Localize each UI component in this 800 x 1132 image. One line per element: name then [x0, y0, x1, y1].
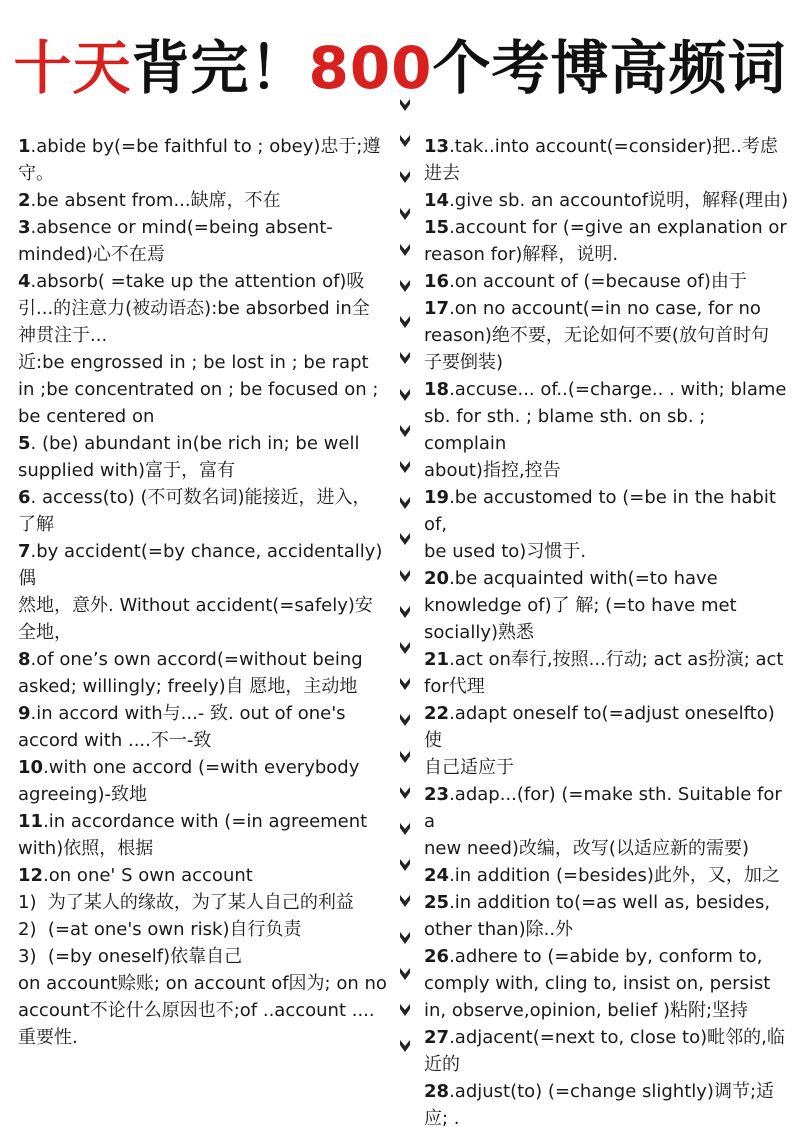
entry-line: [424, 133, 790, 160]
entry-number: 14: [424, 190, 450, 211]
right-column: [424, 133, 790, 1132]
entry-number: 10: [18, 757, 44, 778]
title-part-1: 十天: [13, 34, 132, 102]
chevron-down-icon: [396, 784, 414, 802]
chevron-down-icon: [396, 748, 414, 766]
entry-line: [18, 916, 398, 943]
entry-line: [18, 673, 398, 700]
entry-text: .act on奉行,按照...行动; act as扮演; act: [449, 649, 784, 670]
entry-text: 引...的注意力(被动语态):be absorbed in全: [18, 298, 370, 319]
chevron-down-icon: [396, 892, 414, 910]
entry-text: 应; .: [424, 1108, 460, 1129]
entry-text: .be accustomed to (=be in the habit of,: [424, 487, 782, 535]
entry-text: 2) (=at one's own risk)自行负责: [18, 919, 302, 940]
chevron-down-icon: [396, 349, 414, 367]
chevron-down-icon: [396, 132, 414, 150]
entry-line: [424, 403, 790, 457]
entry-line: [424, 646, 790, 673]
entry-text: for代理: [424, 676, 485, 697]
entry-line: [18, 538, 398, 592]
entry-line: [18, 160, 398, 187]
chevron-down-icon: [396, 965, 414, 983]
entry-line: [424, 214, 790, 241]
left-column: [18, 133, 398, 1051]
entry-number: 25: [424, 892, 450, 913]
entry-line: [18, 1024, 398, 1051]
entry-line: [18, 754, 398, 781]
entry-line: [424, 1105, 790, 1132]
entry-text: . access(to) (不可数名词)能接近，进入，: [30, 487, 371, 508]
title-part-2: 背完！: [131, 34, 309, 102]
entry-line: [424, 376, 790, 403]
chevron-down-icon: [396, 530, 414, 548]
entry-number: 13: [424, 136, 450, 157]
entry-line: [18, 943, 398, 970]
entry-text: new need)改编，改写(以适应新的需要): [424, 838, 749, 859]
entry-line: [18, 646, 398, 673]
entry-line: [18, 430, 398, 457]
entry-line: [424, 781, 790, 835]
entry-line: [18, 592, 398, 619]
entry-line: [424, 1051, 790, 1078]
entry-line: [18, 484, 398, 511]
entry-text: in ;be concentrated on ; be focused on ;: [18, 379, 379, 400]
entry-number: 7: [18, 541, 31, 562]
entry-number: 1: [18, 136, 31, 157]
entry-line: [424, 889, 790, 916]
entry-text: .adap...(for) (=make sth. Suitable for a: [424, 784, 788, 832]
entry-number: 11: [18, 811, 44, 832]
entry-text: 3) (=by oneself)依靠自己: [18, 946, 243, 967]
entry-text: asked; willingly; freely)自 愿地，主动地: [18, 676, 358, 697]
entry-line: [18, 241, 398, 268]
entry-line: [18, 862, 398, 889]
chevron-down-icon: [396, 1001, 414, 1019]
entry-line: [18, 835, 398, 862]
entry-line: [424, 835, 790, 862]
entry-text: .adapt oneself to(=adjust oneselfto)使: [424, 703, 775, 751]
entry-line: [424, 538, 790, 565]
entry-text: 进去: [424, 163, 460, 184]
chevron-down-icon: [396, 277, 414, 295]
entry-number: 18: [424, 379, 450, 400]
entry-text: 然地，意外. Without accident(=safely)安: [18, 595, 373, 616]
entry-number: 16: [424, 271, 450, 292]
entry-text: 1) 为了某人的缘故，为了某人自己的利益: [18, 892, 354, 913]
entry-line: [424, 160, 790, 187]
entry-line: [18, 511, 398, 538]
chevron-down-icon: [396, 205, 414, 223]
chevron-down-icon: [396, 1037, 414, 1055]
entry-text: .be absent from...缺席，不在: [30, 190, 281, 211]
entry-text: .on one' S own account: [43, 865, 253, 886]
chevron-down-icon: [396, 422, 414, 440]
entry-text: .in addition to(=as well as, besides,: [449, 892, 771, 913]
entry-text: .of one’s own accord(=without being: [30, 649, 363, 670]
entry-number: 26: [424, 946, 450, 967]
entry-line: [424, 997, 790, 1024]
chevron-down-icon: [396, 96, 414, 114]
entry-text: other than)除..外: [424, 919, 574, 940]
entry-number: 22: [424, 703, 450, 724]
chevron-down-icon: [396, 675, 414, 693]
entry-text: .tak..into account(=consider)把..考虑: [449, 136, 778, 157]
entry-number: 5: [18, 433, 31, 454]
entry-text: .on no account(=in no case, for no: [449, 298, 761, 319]
entry-text: 神贯注于...: [18, 325, 108, 346]
entry-number: 17: [424, 298, 450, 319]
entry-text: 近的: [424, 1054, 460, 1075]
entry-number: 19: [424, 487, 450, 508]
entry-line: [424, 592, 790, 619]
chevron-down-icon: [396, 494, 414, 512]
chevron-down-icon: [396, 168, 414, 186]
entry-line: [18, 970, 398, 997]
entry-text: 全地，: [18, 622, 72, 643]
entry-text: minded)心不在焉: [18, 244, 165, 265]
entry-line: [18, 457, 398, 484]
entry-text: .adhere to (=abide by, conform to,: [449, 946, 763, 967]
entry-line: [18, 214, 398, 241]
entry-number: 2: [18, 190, 31, 211]
entry-number: 9: [18, 703, 31, 724]
entry-text: .be acquainted with(=to have: [449, 568, 718, 589]
chevron-down-icon: [396, 313, 414, 331]
entry-line: [424, 295, 790, 322]
entry-number: 3: [18, 217, 31, 238]
entry-text: 自己适应于: [424, 757, 514, 778]
entry-text: 了解: [18, 514, 54, 535]
entry-text: .adjust(to) (=change slightly)调节;适: [449, 1081, 775, 1102]
entry-line: [424, 700, 790, 754]
chevron-down-icon: [396, 458, 414, 476]
entry-text: be centered on: [18, 406, 155, 427]
entry-line: [18, 376, 398, 403]
entry-line: [18, 133, 398, 160]
title-part-3: 800: [308, 34, 433, 102]
entry-line: [18, 997, 398, 1024]
entry-line: [18, 781, 398, 808]
entry-text: account不论什么原因也不;of ..account ....: [18, 1000, 375, 1021]
entry-line: [18, 403, 398, 430]
entry-text: .absence or mind(=being absent-: [30, 217, 333, 238]
entry-number: 24: [424, 865, 450, 886]
entry-text: on account赊账; on account of因为; on no: [18, 973, 387, 994]
entry-text: .in addition (=besides)此外，又，加之: [449, 865, 780, 886]
entry-number: 15: [424, 217, 450, 238]
entry-text: .in accordance with (=in agreement: [43, 811, 368, 832]
entry-line: [424, 457, 790, 484]
entry-text: with)依照，根据: [18, 838, 154, 859]
column-divider: [396, 96, 414, 1066]
entry-line: [424, 943, 790, 970]
chevron-down-icon: [396, 856, 414, 874]
entry-number: 27: [424, 1027, 450, 1048]
entry-text: be used to)习惯于.: [424, 541, 587, 562]
entry-text: 守。: [18, 163, 54, 184]
entry-line: [424, 673, 790, 700]
entry-line: [18, 349, 398, 376]
entry-line: [18, 808, 398, 835]
entry-line: [424, 268, 790, 295]
entry-text: knowledge of)了 解; (=to have met: [424, 595, 737, 616]
entry-line: [424, 862, 790, 889]
entry-text: agreeing)-致地: [18, 784, 147, 805]
entry-line: [424, 241, 790, 268]
title-part-4: 个考博高频词: [432, 34, 787, 102]
entry-line: [424, 916, 790, 943]
entry-line: [18, 295, 398, 322]
entry-number: 21: [424, 649, 450, 670]
entry-text: comply with, cling to, insist on, persist: [424, 973, 771, 994]
entry-line: [424, 349, 790, 376]
entry-number: 28: [424, 1081, 450, 1102]
entry-text: supplied with)富于，富有: [18, 460, 236, 481]
entry-text: .adjacent(=next to, close to)毗邻的,临: [449, 1027, 785, 1048]
entry-text: .absorb( =take up the attention of)吸: [30, 271, 365, 292]
entry-line: [424, 484, 790, 538]
entry-number: 8: [18, 649, 31, 670]
entry-text: .with one accord (=with everybody: [43, 757, 360, 778]
entry-number: 20: [424, 568, 450, 589]
entry-line: [18, 727, 398, 754]
chevron-down-icon: [396, 929, 414, 947]
entry-text: reason for)解释，说明.: [424, 244, 619, 265]
entry-line: [424, 1024, 790, 1051]
entry-text: .by accident(=by chance, accidentally)偶: [18, 541, 383, 589]
entry-line: [18, 700, 398, 727]
entry-line: [424, 1078, 790, 1105]
entry-line: [18, 268, 398, 295]
chevron-down-icon: [396, 603, 414, 621]
chevron-down-icon: [396, 820, 414, 838]
entry-line: [424, 754, 790, 781]
entry-line: [18, 187, 398, 214]
entry-text: .on account of (=because of)由于: [449, 271, 747, 292]
entry-text: accord with ....不一-致: [18, 730, 212, 751]
entry-text: socially)熟悉: [424, 622, 534, 643]
entry-line: [18, 619, 398, 646]
entry-text: .accuse... of..(=charge.. . with; blame: [449, 379, 787, 400]
chevron-down-icon: [396, 567, 414, 585]
entry-text: 子要倒装): [424, 352, 504, 373]
entry-line: [18, 322, 398, 349]
entry-line: [424, 970, 790, 997]
entry-line: [424, 619, 790, 646]
entry-text: 重要性.: [18, 1027, 78, 1048]
entry-number: 12: [18, 865, 44, 886]
entry-number: 4: [18, 271, 31, 292]
entry-number: 23: [424, 784, 450, 805]
entry-number: 6: [18, 487, 31, 508]
entry-text: .abide by(=be faithful to ; obey)忠于;遵: [30, 136, 381, 157]
entry-line: [424, 322, 790, 349]
entry-text: .in accord with与...- 致. out of one's: [30, 703, 346, 724]
entry-text: in, observe,opinion, belief )粘附;坚持: [424, 1000, 749, 1021]
entry-text: .account for (=give an explanation or: [449, 217, 787, 238]
entry-line: [424, 565, 790, 592]
chevron-down-icon: [396, 711, 414, 729]
chevron-down-icon: [396, 386, 414, 404]
entry-line: [424, 187, 790, 214]
entry-text: sb. for sth. ; blame sth. on sb. ; complain: [424, 406, 712, 454]
chevron-down-icon: [396, 639, 414, 657]
entry-text: reason)绝不要，无论如何不要(放句首时句: [424, 325, 769, 346]
entry-line: [18, 889, 398, 916]
entry-text: 近:be engrossed in ; be lost in ; be rapt: [18, 352, 369, 373]
entry-text: . (be) abundant in(be rich in; be well: [30, 433, 360, 454]
entry-text: .give sb. an accountof说明，解释(理由): [449, 190, 789, 211]
chevron-down-icon: [396, 241, 414, 259]
entry-text: about)指控,控告: [424, 460, 561, 481]
